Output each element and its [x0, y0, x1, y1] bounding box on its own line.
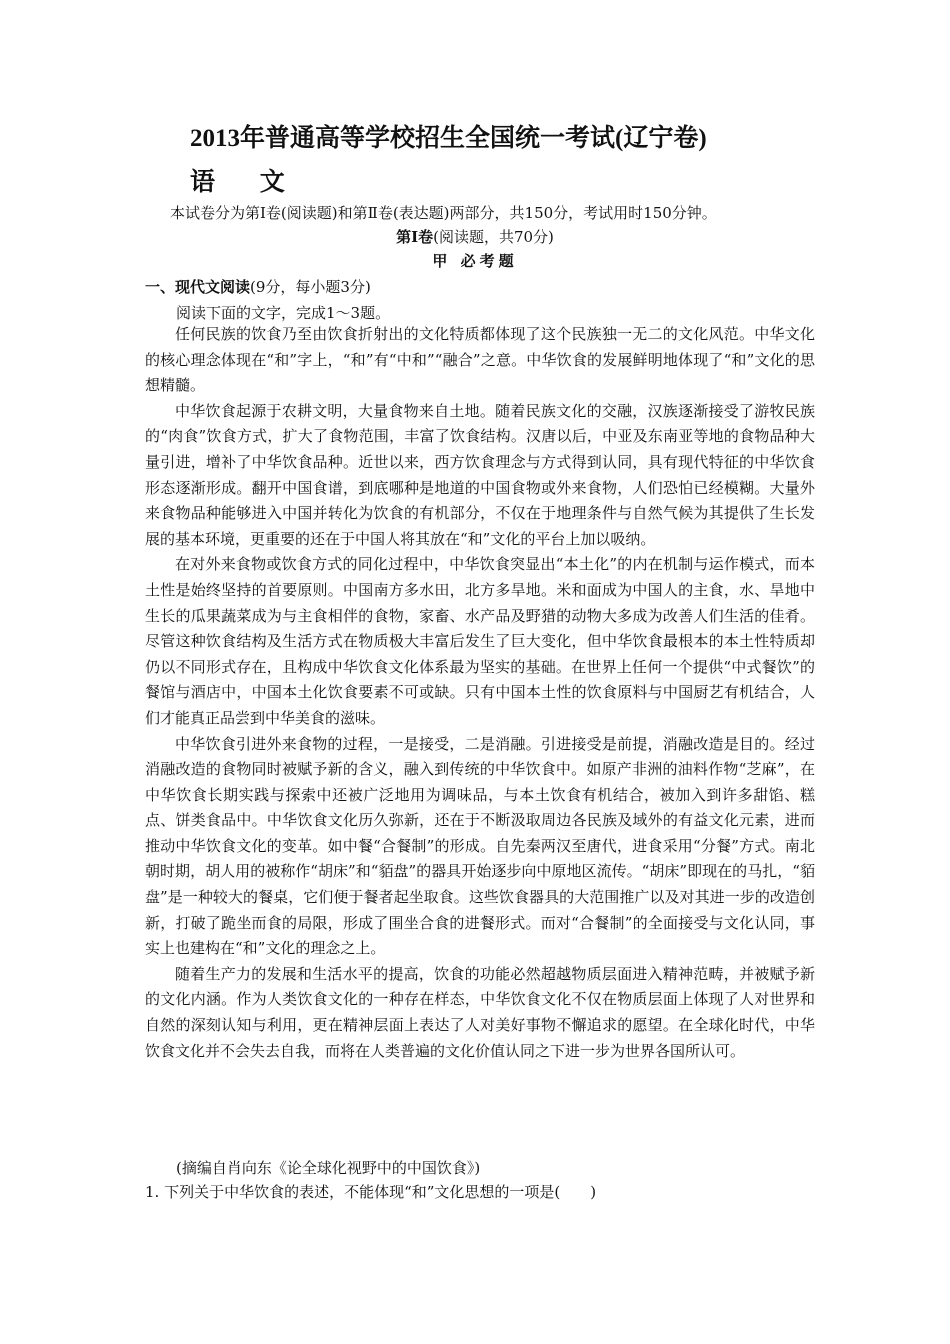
question-1: 1. 下列关于中华饮食的表述，不能体现“和”文化思想的一项是( ) — [145, 1183, 597, 1201]
exam-title: 2013年普通高等学校招生全国统一考试(辽宁卷) — [190, 125, 707, 152]
passage-paragraph: 在对外来食物或饮食方式的同化过程中，中华饮食突显出“本土化”的内在机制与运作模式，而本土性是始终坚持的首要原则。中国南方多水田，北方多旱地。米和面成为中国人的主食，水、旱地中生长的瓜果蔬菜成为与主食相伴的食物，家畜、水产品及野猎的动物大多成为改善人们生活的佳肴。尽管这种饮食结构及生活方式在物质极大丰富后发生了巨大变化，但中华饮食最根本的本土性特质却仍以不同形式存在，且构成中华饮食文化体系最为坚实的基础。在世界上任何一个提供“中式餐饮”的餐馆与酒店中，中国本土化饮食要素不可或缺。只有中国本土性的饮食原料与中国厨艺有机结合，人们才能真正品尝到中华美食的滋味。 — [145, 555, 815, 727]
passage-paragraph: 随着生产力的发展和生活水平的提高，饮食的功能必然超越物质层面进入精神范畴，并被赋予新的文化内涵。作为人类饮食文化的一种存在样态，中华饮食文化不仅在物质层面上体现了人对世界和自然的深刻认知与利用，更在精神层面上表达了人对美好事物不懈追求的愿望。在全球化时代，中华饮食文化并不会失去自我，而将在人类普遍的文化价值认同之下进一步为世界各国所认可。 — [145, 964, 815, 1060]
section-heading-note: (9分，每小题3分) — [250, 278, 371, 296]
part-heading — [0, 226, 950, 247]
part-title: 第Ⅰ卷 — [396, 228, 434, 246]
section-heading — [145, 276, 371, 297]
subject-title: 语 文 — [190, 167, 303, 196]
exam-intro: 本试卷分为第Ⅰ卷(阅读题)和第Ⅱ卷(表达题)两部分，共150分，考试用时150分钟。 — [170, 204, 717, 222]
passage-source: (摘编自肖向东《论全球化视野中的中国饮食》) — [176, 1159, 481, 1177]
section-label: 甲 必考题 — [432, 252, 518, 270]
reading-passage — [145, 322, 815, 1064]
part-note: (阅读题，共70分) — [433, 228, 554, 246]
passage-paragraph: 任何民族的饮食乃至由饮食折射出的文化特质都体现了这个民族独一无二的文化风范。中华文化的核心理念体现在“和”字上，“和”有“中和”“融合”之意。中华饮食的发展鲜明地体现了“和”文化的思想精髓。 — [145, 325, 815, 395]
passage-paragraph: 中华饮食引进外来食物的过程，一是接受，二是消融。引进接受是前提，消融改造是目的。经过消融改造的食物同时被赋予新的含义，融入到传统的中华饮食中。如原产非洲的油料作物“芝麻”，在中华饮食长期实践与探索中还被广泛地用为调味品，与本土饮食有机结合，被加入到许多甜馅、糕点、饼类食品中。中华饮食文化历久弥新，还在于不断汲取周边各民族及域外的有益文化元素，进而推动中华饮食文化的变革。如中餐“合餐制”的形成。自先秦两汉至唐代，进食采用“分餐”方式。南北朝时期，胡人用的被称作“胡床”和“貊盘”的器具开始逐步向中原地区流传。“胡床”即现在的马扎，“貊盘”是一种较大的餐桌，它们便于餐者起坐取食。这些饮食器具的大范围推广以及对其进一步的改造创新，打破了跪坐而食的局限，形成了围坐合食的进餐形式。而对“合餐制”的全面接受与文化认同，事实上也建构在“和”文化的理念之上。 — [145, 734, 815, 958]
passage-paragraph: 中华饮食起源于农耕文明，大量食物来自土地。随着民族文化的交融，汉族逐渐接受了游牧民族的“肉食”饮食方式，扩大了食物范围，丰富了饮食结构。汉唐以后，中亚及东南亚等地的食物品种大量引进，增补了中华饮食品种。近世以来，西方饮食理念与方式得到认同，具有现代特征的中华饮食形态逐渐形成。翻开中国食谱，到底哪种是地道的中国食物或外来食物，人们恐怕已经模糊。大量外来食物品种能够进入中国并转化为饮食的有机部分，不仅在于地理条件与自然气候为其提供了生长发展的基本环境，更重要的还在于中国人将其放在“和”文化的平台上加以吸纳。 — [145, 401, 815, 548]
reading-instruction: 阅读下面的文字，完成1～3题。 — [176, 304, 391, 322]
section-heading-title: 一、现代文阅读 — [145, 278, 251, 296]
